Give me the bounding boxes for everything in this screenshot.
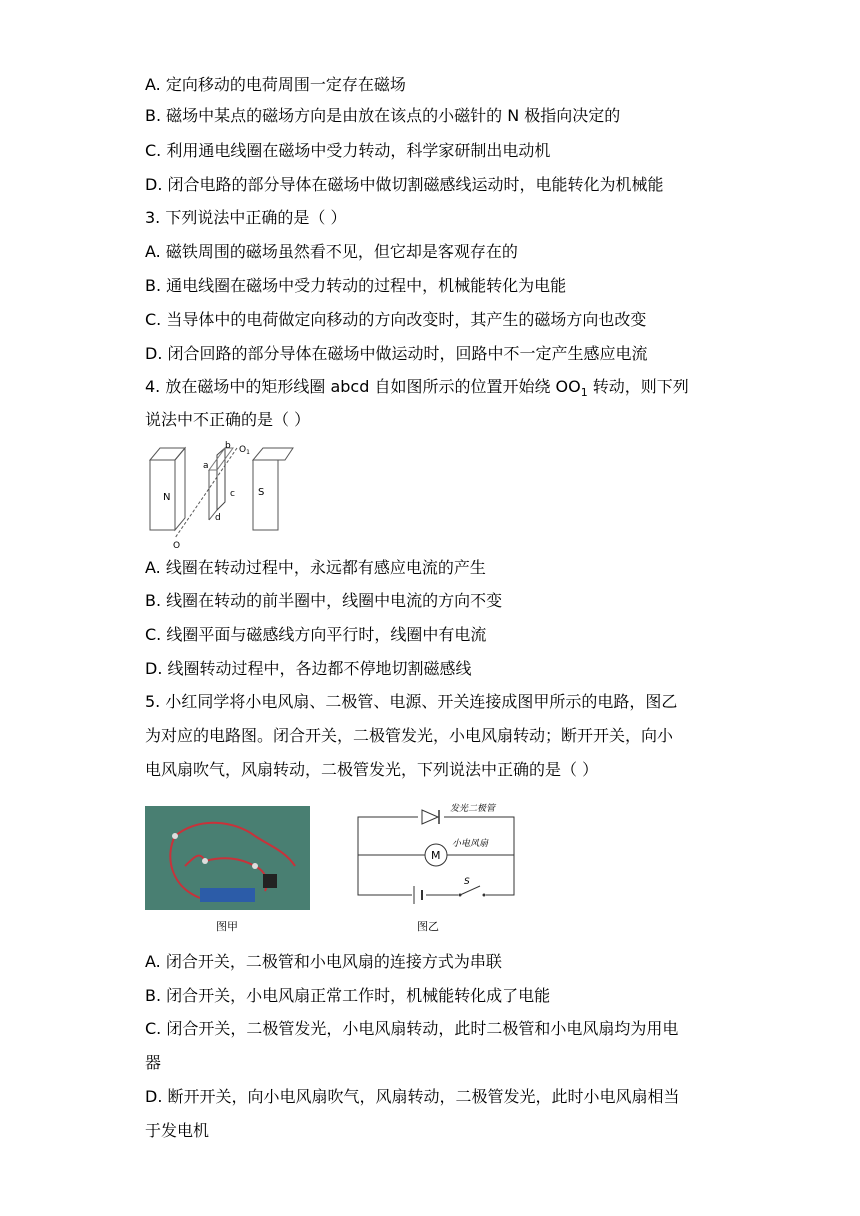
q2-option-d: D. 闭合电路的部分导体在磁场中做切割磁感线运动时，电能转化为机械能 bbox=[145, 175, 664, 194]
fig-label-d: d bbox=[215, 513, 221, 523]
q4-option-c: C. 线圈平面与磁感线方向平行时，线圈中有电流 bbox=[145, 625, 487, 644]
q5-option-c-line1: C. 闭合开关，二极管发光，小电风扇转动，此时二极管和小电风扇均为用电 bbox=[145, 1019, 679, 1038]
q3-option-d: D. 闭合回路的部分导体在磁场中做运动时，回路中不一定产生感应电流 bbox=[145, 344, 648, 363]
fig-a-caption: 图甲 bbox=[216, 920, 238, 933]
q4-option-b: B. 线圈在转动的前半圈中，线圈中电流的方向不变 bbox=[145, 591, 503, 610]
q5-option-a: A. 闭合开关，二极管和小电风扇的连接方式为串联 bbox=[145, 952, 502, 971]
q3-option-c: C. 当导体中的电荷做定向移动的方向改变时，其产生的磁场方向也改变 bbox=[145, 310, 647, 329]
q2-option-a: A. 定向移动的电荷周围一定存在磁场 bbox=[145, 75, 406, 94]
fig-label-c: c bbox=[230, 489, 235, 499]
magnet-coil-figure bbox=[145, 440, 300, 550]
q5-stem-line1: 5. 小红同学将小电风扇、二极管、电源、开关连接成图甲所示的电路，图乙 bbox=[145, 692, 678, 711]
q5-option-b: B. 闭合开关，小电风扇正常工作时，机械能转化成了电能 bbox=[145, 986, 551, 1005]
fig-b-caption: 图乙 bbox=[417, 920, 439, 933]
q4-option-d: D. 线圈转动过程中，各边都不停地切割磁感线 bbox=[145, 659, 472, 678]
circuit-photo bbox=[145, 806, 310, 910]
q4-stem-line1 bbox=[145, 377, 689, 403]
q4-stem-sub: 1 bbox=[580, 386, 588, 400]
q2-option-c: C. 利用通电线圈在磁场中受力转动，科学家研制出电动机 bbox=[145, 141, 551, 160]
diode-symbol bbox=[418, 810, 444, 824]
fig-label-b: b bbox=[225, 441, 231, 451]
fig-label-s: S bbox=[258, 487, 265, 498]
q3-stem: 3. 下列说法中正确的是（ ） bbox=[145, 208, 347, 227]
battery-symbol bbox=[412, 886, 426, 904]
fig-label-a: a bbox=[203, 461, 209, 471]
q5-stem-line3: 电风扇吹气，风扇转动，二极管发光，下列说法中正确的是（ ） bbox=[145, 760, 599, 779]
q3-option-a: A. 磁铁周围的磁场虽然看不见，但它却是客观存在的 bbox=[145, 242, 518, 261]
diode-label: 发光二极管 bbox=[450, 804, 496, 814]
switch-symbol bbox=[458, 886, 486, 898]
fig-label-o-top: $O_1$ bbox=[239, 445, 250, 456]
q5-option-d-line1: D. 断开开关，向小电风扇吹气，风扇转动，二极管发光，此时小电风扇相当 bbox=[145, 1087, 680, 1106]
q4-stem-line2: 说法中不正确的是（ ） bbox=[145, 410, 311, 429]
fig-label-o-bottom: O bbox=[173, 541, 181, 550]
q4-option-a: A. 线圈在转动过程中，永远都有感应电流的产生 bbox=[145, 558, 486, 577]
q4-stem-pre: 4. 放在磁场中的矩形线圈 abcd 自如图所示的位置开始绕 OO bbox=[145, 377, 581, 396]
q2-option-b: B. 磁场中某点的磁场方向是由放在该点的小磁针的 N 极指向决定的 bbox=[145, 106, 621, 125]
q5-option-c-line2: 器 bbox=[145, 1053, 162, 1072]
q5-option-d-line2: 于发电机 bbox=[145, 1121, 210, 1140]
q4-stem-post: 转动，则下列 bbox=[587, 377, 689, 396]
circuit-diagram bbox=[350, 800, 520, 905]
fig-label-n: N bbox=[163, 492, 171, 503]
q5-stem-line2: 为对应的电路图。闭合开关，二极管发光，小电风扇转动；断开开关，向小 bbox=[145, 726, 674, 745]
switch-label: S bbox=[464, 877, 470, 887]
q3-option-b: B. 通电线圈在磁场中受力转动的过程中，机械能转化为电能 bbox=[145, 276, 567, 295]
fan-label: 小电风扇 bbox=[452, 839, 489, 849]
motor-label: M bbox=[431, 849, 441, 862]
